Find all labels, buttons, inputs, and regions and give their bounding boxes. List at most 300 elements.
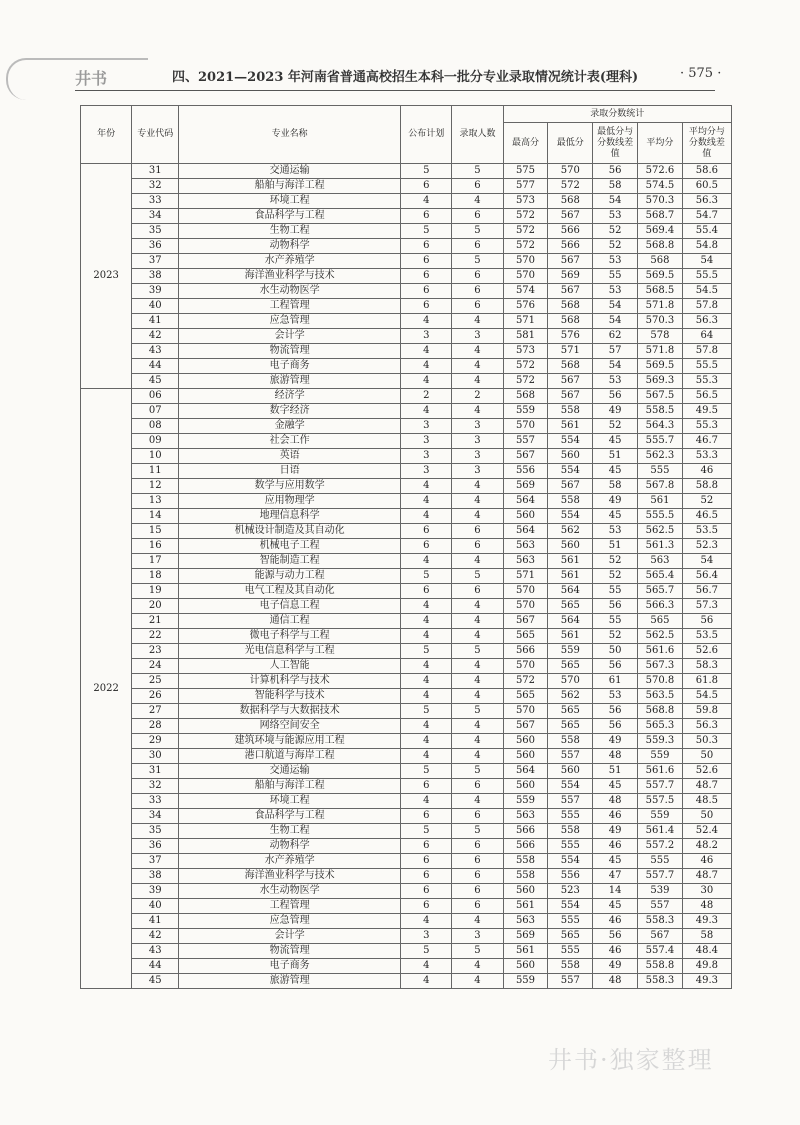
major-name: 社会工作: [179, 434, 401, 449]
min-diff: 45: [593, 854, 638, 869]
avg-score: 572.6: [638, 164, 683, 179]
table-row: [81, 284, 732, 299]
admitted-count: 4: [452, 719, 503, 734]
major-name: 工程管理: [179, 299, 401, 314]
min-diff: 58: [593, 179, 638, 194]
plan-count: 6: [401, 779, 452, 794]
table-row: [81, 434, 732, 449]
min-score: 554: [548, 509, 593, 524]
plan-count: 6: [401, 524, 452, 539]
major-code: 14: [132, 509, 179, 524]
admitted-count: 4: [452, 914, 503, 929]
table-row: [81, 494, 732, 509]
min-diff: 61: [593, 674, 638, 689]
major-name: 食品科学与工程: [179, 809, 401, 824]
table-row: [81, 839, 732, 854]
min-score: 566: [548, 239, 593, 254]
plan-count: 2: [401, 389, 452, 404]
avg-diff: 48.2: [682, 839, 731, 854]
major-code: 38: [132, 269, 179, 284]
avg-diff: 56.3: [682, 314, 731, 329]
min-diff: 52: [593, 554, 638, 569]
max-score: 560: [503, 749, 548, 764]
min-score: 555: [548, 944, 593, 959]
avg-diff: 48: [682, 899, 731, 914]
avg-score: 557.5: [638, 794, 683, 809]
table-row: [81, 404, 732, 419]
avg-score: 557.7: [638, 869, 683, 884]
avg-score: 562.5: [638, 524, 683, 539]
major-code: 21: [132, 614, 179, 629]
avg-score: 564.3: [638, 419, 683, 434]
major-name: 生物工程: [179, 824, 401, 839]
max-score: 560: [503, 779, 548, 794]
table-row: [81, 674, 732, 689]
major-code: 30: [132, 749, 179, 764]
table-row: [81, 719, 732, 734]
plan-count: 4: [401, 509, 452, 524]
plan-count: 4: [401, 404, 452, 419]
major-code: 44: [132, 959, 179, 974]
major-name: 电子商务: [179, 959, 401, 974]
avg-diff: 48.7: [682, 779, 731, 794]
admitted-count: 6: [452, 869, 503, 884]
major-code: 07: [132, 404, 179, 419]
avg-score: 555: [638, 854, 683, 869]
avg-diff: 48.4: [682, 944, 731, 959]
plan-count: 6: [401, 539, 452, 554]
avg-score: 567.8: [638, 479, 683, 494]
min-score: 568: [548, 299, 593, 314]
plan-count: 4: [401, 959, 452, 974]
table-row: [81, 944, 732, 959]
major-name: 日语: [179, 464, 401, 479]
watermark: 井书·独家整理: [548, 1046, 714, 1074]
min-diff: 53: [593, 284, 638, 299]
avg-score: 570.3: [638, 314, 683, 329]
major-code: 11: [132, 464, 179, 479]
page-header: [0, 0, 800, 100]
table-row: [81, 344, 732, 359]
table-row: [81, 584, 732, 599]
min-diff: 56: [593, 164, 638, 179]
table-row: [81, 704, 732, 719]
plan-count: 6: [401, 254, 452, 269]
avg-score: 565.7: [638, 584, 683, 599]
major-name: 机械电子工程: [179, 539, 401, 554]
min-score: 565: [548, 719, 593, 734]
major-name: 数据科学与大数据技术: [179, 704, 401, 719]
min-score: 554: [548, 434, 593, 449]
avg-diff: 53.3: [682, 449, 731, 464]
avg-diff: 52.4: [682, 824, 731, 839]
min-score: 559: [548, 644, 593, 659]
min-score: 568: [548, 314, 593, 329]
min-diff: 56: [593, 389, 638, 404]
min-diff: 45: [593, 464, 638, 479]
min-diff: 51: [593, 449, 638, 464]
major-name: 能源与动力工程: [179, 569, 401, 584]
table-row: [81, 359, 732, 374]
major-code: 35: [132, 824, 179, 839]
avg-diff: 49.5: [682, 404, 731, 419]
plan-count: 6: [401, 854, 452, 869]
table-row: [81, 449, 732, 464]
table-row: [81, 869, 732, 884]
admitted-count: 4: [452, 674, 503, 689]
avg-diff: 56.7: [682, 584, 731, 599]
avg-diff: 48.5: [682, 794, 731, 809]
major-code: 22: [132, 629, 179, 644]
avg-score: 568: [638, 254, 683, 269]
max-score: 576: [503, 299, 548, 314]
major-name: 电气工程及其自动化: [179, 584, 401, 599]
max-score: 572: [503, 374, 548, 389]
table-row: [81, 374, 732, 389]
plan-count: 3: [401, 329, 452, 344]
table-row: [81, 914, 732, 929]
min-score: 572: [548, 179, 593, 194]
plan-count: 5: [401, 944, 452, 959]
plan-count: 4: [401, 374, 452, 389]
max-score: 557: [503, 434, 548, 449]
admitted-count: 3: [452, 449, 503, 464]
col-plan: 公布计划: [401, 106, 452, 164]
avg-score: 558.3: [638, 974, 683, 989]
admitted-count: 4: [452, 479, 503, 494]
avg-diff: 57.8: [682, 299, 731, 314]
min-diff: 48: [593, 749, 638, 764]
max-score: 572: [503, 674, 548, 689]
major-name: 英语: [179, 449, 401, 464]
max-score: 559: [503, 974, 548, 989]
admitted-count: 3: [452, 434, 503, 449]
min-score: 567: [548, 374, 593, 389]
avg-diff: 50: [682, 809, 731, 824]
min-score: 568: [548, 194, 593, 209]
avg-score: 561: [638, 494, 683, 509]
max-score: 567: [503, 719, 548, 734]
min-score: 560: [548, 449, 593, 464]
admitted-count: 6: [452, 284, 503, 299]
min-diff: 53: [593, 209, 638, 224]
table-row: [81, 554, 732, 569]
max-score: 559: [503, 794, 548, 809]
major-code: 20: [132, 599, 179, 614]
major-code: 39: [132, 884, 179, 899]
plan-count: 6: [401, 179, 452, 194]
plan-count: 6: [401, 809, 452, 824]
min-score: 558: [548, 494, 593, 509]
table-row: [81, 779, 732, 794]
min-score: 576: [548, 329, 593, 344]
table-row: [81, 329, 732, 344]
major-name: 水生动物医学: [179, 284, 401, 299]
min-score: 558: [548, 959, 593, 974]
major-code: 27: [132, 704, 179, 719]
min-diff: 46: [593, 809, 638, 824]
avg-diff: 52.3: [682, 539, 731, 554]
min-score: 554: [548, 464, 593, 479]
major-name: 水产养殖学: [179, 254, 401, 269]
table-row: [81, 629, 732, 644]
col-max: 最高分: [503, 123, 548, 164]
table-row: [81, 974, 732, 989]
admitted-count: 4: [452, 734, 503, 749]
plan-count: 5: [401, 704, 452, 719]
major-name: 机械设计制造及其自动化: [179, 524, 401, 539]
avg-score: 569.5: [638, 359, 683, 374]
min-score: 561: [548, 629, 593, 644]
major-name: 微电子科学与工程: [179, 629, 401, 644]
admitted-count: 5: [452, 764, 503, 779]
min-diff: 52: [593, 569, 638, 584]
admitted-count: 4: [452, 344, 503, 359]
min-score: 568: [548, 359, 593, 374]
major-code: 38: [132, 869, 179, 884]
max-score: 560: [503, 509, 548, 524]
avg-score: 555: [638, 464, 683, 479]
major-code: 45: [132, 374, 179, 389]
logo: 井书: [75, 69, 108, 88]
avg-score: 563.5: [638, 689, 683, 704]
table-row: [81, 734, 732, 749]
col-year: 年份: [81, 106, 132, 164]
table-row: [81, 824, 732, 839]
max-score: 575: [503, 164, 548, 179]
min-diff: 54: [593, 194, 638, 209]
major-name: 通信工程: [179, 614, 401, 629]
avg-diff: 58.3: [682, 659, 731, 674]
min-diff: 58: [593, 479, 638, 494]
avg-score: 565.4: [638, 569, 683, 584]
avg-diff: 46.5: [682, 509, 731, 524]
major-name: 旅游管理: [179, 374, 401, 389]
plan-count: 6: [401, 584, 452, 599]
min-diff: 49: [593, 824, 638, 839]
major-code: 37: [132, 254, 179, 269]
major-code: 35: [132, 224, 179, 239]
admitted-count: 3: [452, 419, 503, 434]
table-row: [81, 614, 732, 629]
min-diff: 55: [593, 614, 638, 629]
admitted-count: 4: [452, 554, 503, 569]
max-score: 560: [503, 884, 548, 899]
min-diff: 52: [593, 224, 638, 239]
avg-score: 566.3: [638, 599, 683, 614]
table-row: [81, 269, 732, 284]
admitted-count: 6: [452, 179, 503, 194]
max-score: 563: [503, 914, 548, 929]
min-score: 560: [548, 539, 593, 554]
plan-count: 6: [401, 209, 452, 224]
max-score: 570: [503, 599, 548, 614]
major-code: 45: [132, 974, 179, 989]
avg-diff: 54.7: [682, 209, 731, 224]
min-diff: 46: [593, 944, 638, 959]
min-diff: 51: [593, 764, 638, 779]
major-code: 43: [132, 944, 179, 959]
plan-count: 5: [401, 824, 452, 839]
table-row: [81, 884, 732, 899]
plan-count: 4: [401, 719, 452, 734]
table-row: [81, 539, 732, 554]
min-diff: 56: [593, 929, 638, 944]
max-score: 565: [503, 629, 548, 644]
major-code: 36: [132, 239, 179, 254]
avg-score: 578: [638, 329, 683, 344]
min-score: 565: [548, 599, 593, 614]
min-score: 571: [548, 344, 593, 359]
plan-count: 6: [401, 869, 452, 884]
table-row: [81, 599, 732, 614]
avg-score: 571.8: [638, 344, 683, 359]
max-score: 564: [503, 494, 548, 509]
max-score: 569: [503, 929, 548, 944]
min-diff: 55: [593, 584, 638, 599]
min-diff: 55: [593, 269, 638, 284]
major-name: 金融学: [179, 419, 401, 434]
major-code: 33: [132, 794, 179, 809]
table-row: [81, 254, 732, 269]
max-score: 565: [503, 689, 548, 704]
avg-diff: 54.8: [682, 239, 731, 254]
table-row: [81, 644, 732, 659]
avg-score: 558.8: [638, 959, 683, 974]
min-diff: 48: [593, 974, 638, 989]
max-score: 570: [503, 704, 548, 719]
page-number: · 575 ·: [680, 66, 722, 81]
avg-diff: 58.8: [682, 479, 731, 494]
avg-score: 561.6: [638, 764, 683, 779]
major-code: 42: [132, 929, 179, 944]
plan-count: 4: [401, 494, 452, 509]
min-diff: 50: [593, 644, 638, 659]
avg-score: 562.5: [638, 629, 683, 644]
avg-diff: 48.7: [682, 869, 731, 884]
major-code: 17: [132, 554, 179, 569]
min-diff: 53: [593, 689, 638, 704]
avg-score: 557.7: [638, 779, 683, 794]
plan-count: 4: [401, 599, 452, 614]
min-score: 561: [548, 419, 593, 434]
avg-diff: 59.8: [682, 704, 731, 719]
admitted-count: 5: [452, 569, 503, 584]
plan-count: 6: [401, 269, 452, 284]
plan-count: 5: [401, 164, 452, 179]
major-code: 23: [132, 644, 179, 659]
admitted-count: 5: [452, 224, 503, 239]
col-admitted: 录取人数: [452, 106, 503, 164]
avg-score: 571.8: [638, 299, 683, 314]
major-name: 动物科学: [179, 839, 401, 854]
avg-score: 539: [638, 884, 683, 899]
major-name: 环境工程: [179, 794, 401, 809]
admitted-count: 4: [452, 314, 503, 329]
plan-count: 3: [401, 464, 452, 479]
major-code: 09: [132, 434, 179, 449]
plan-count: 5: [401, 644, 452, 659]
min-diff: 53: [593, 524, 638, 539]
min-diff: 47: [593, 869, 638, 884]
admitted-count: 6: [452, 239, 503, 254]
plan-count: 6: [401, 899, 452, 914]
major-name: 地理信息科学: [179, 509, 401, 524]
major-name: 会计学: [179, 329, 401, 344]
plan-count: 5: [401, 764, 452, 779]
major-name: 船舶与海洋工程: [179, 779, 401, 794]
max-score: 560: [503, 959, 548, 974]
major-name: 智能制造工程: [179, 554, 401, 569]
max-score: 566: [503, 839, 548, 854]
major-name: 光电信息科学与工程: [179, 644, 401, 659]
plan-count: 6: [401, 284, 452, 299]
min-score: 567: [548, 389, 593, 404]
plan-count: 4: [401, 749, 452, 764]
min-diff: 56: [593, 719, 638, 734]
avg-score: 559: [638, 809, 683, 824]
min-diff: 56: [593, 599, 638, 614]
max-score: 571: [503, 314, 548, 329]
page-title: 四、2021—2023 年河南省普通高校招生本科一批分专业录取情况统计表(理科): [172, 70, 639, 85]
max-score: 564: [503, 764, 548, 779]
min-score: 570: [548, 164, 593, 179]
min-score: 566: [548, 224, 593, 239]
table-row: [81, 209, 732, 224]
avg-diff: 53.5: [682, 524, 731, 539]
avg-diff: 57.8: [682, 344, 731, 359]
min-score: 565: [548, 704, 593, 719]
min-score: 562: [548, 689, 593, 704]
col-avg-diff: 平均分与分数线差值: [682, 123, 731, 164]
min-score: 567: [548, 479, 593, 494]
major-name: 电子信息工程: [179, 599, 401, 614]
table-row: [81, 854, 732, 869]
admitted-count: 4: [452, 494, 503, 509]
max-score: 563: [503, 809, 548, 824]
avg-score: 555.7: [638, 434, 683, 449]
avg-score: 574.5: [638, 179, 683, 194]
table-row: [81, 899, 732, 914]
max-score: 559: [503, 404, 548, 419]
avg-score: 565: [638, 614, 683, 629]
major-name: 海洋渔业科学与技术: [179, 269, 401, 284]
avg-score: 555.5: [638, 509, 683, 524]
min-diff: 57: [593, 344, 638, 359]
min-diff: 52: [593, 629, 638, 644]
admitted-count: 4: [452, 359, 503, 374]
min-diff: 52: [593, 239, 638, 254]
admitted-count: 6: [452, 899, 503, 914]
table-row: [81, 299, 732, 314]
major-code: 06: [132, 389, 179, 404]
major-name: 工程管理: [179, 899, 401, 914]
table-row: [81, 509, 732, 524]
plan-count: 6: [401, 239, 452, 254]
admitted-count: 3: [452, 329, 503, 344]
year-cell: 2023: [81, 164, 132, 389]
avg-diff: 46: [682, 854, 731, 869]
min-score: 565: [548, 659, 593, 674]
major-name: 数学与应用数学: [179, 479, 401, 494]
min-diff: 45: [593, 509, 638, 524]
avg-diff: 54.5: [682, 284, 731, 299]
col-score-group: 录取分数统计: [503, 106, 731, 123]
admitted-count: 2: [452, 389, 503, 404]
min-diff: 49: [593, 494, 638, 509]
admitted-count: 5: [452, 944, 503, 959]
major-name: 数字经济: [179, 404, 401, 419]
